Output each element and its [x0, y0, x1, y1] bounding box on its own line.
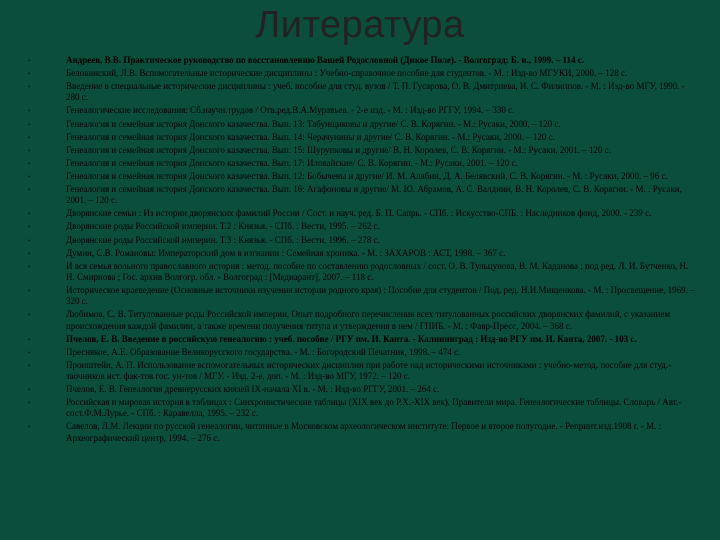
bullet-icon: • — [28, 186, 31, 195]
reference-text: Генеалогия и семейная история Донского казачества. Вып. 14: Черачунины и другие/ С. В. Корягин. - М.: Русаки, 2000. – 120 с. — [66, 131, 555, 142]
reference-text: Дворянские семьи : Из истории дворянских фамилий России / Сост. и науч. ред. Б. П. Сапрь. - СПб. : Искусство-СПБ. : Наследников фонд, 2000. - 239 с. — [66, 208, 652, 219]
bullet-icon: • — [28, 146, 31, 155]
reference-item — [28, 360, 698, 382]
reference-text: Пчелов, Е. В. Генеалогия древнерусских князей IX-начала XI в. - М. : Изд-во РГГУ, 2001. – 264 с. — [66, 384, 440, 395]
reference-text: Беловинский, Л.В. Вспомогательные исторические дисциплины : Учебно-справочное пособие для студентов. - М. : Изд-во МГУКИ, 2000. – 128 с. — [66, 68, 628, 79]
reference-text: Историческое краеведение (Основные источники изучения истории родного края) : Пособие для студентов / Под. ред. Н.И.Мищенкова. - М. : Просвещение, 1969. – 320 с. — [66, 285, 695, 307]
reference-item — [28, 55, 698, 66]
reference-text: Генеалогия и семейная история Донского казачества. Вып. 15: Шурупковы и другие/ В. Н. Королев, С. В. Корягин. - М.: Русаки, 2001. – 120 с. — [66, 144, 612, 155]
reference-text: Савелов, Л.М. Лекции по русской генеалогии, читанные в Московском археологическом институте: Первое и второе полугодие. - Репринт.изд.1908 г. - М. : Археографический центр, 1994. – 276 с. — [66, 421, 662, 443]
reference-text: Пронштейн, А. П. Использование вспомогательных исторических дисциплин при работе над историческими источниками : учебно-метод. пособие для студ.-заочников ист. фак-тов гос. ун-тов / МГУ. - Изд. 2-е, доп. - М. : Изд-во МГУ, 1972. – 120 с. — [66, 359, 672, 381]
reference-item — [28, 309, 698, 331]
reference-item — [28, 285, 698, 307]
reference-item — [28, 171, 698, 182]
bullet-icon: • — [28, 172, 31, 181]
reference-text: Дворянские роды Российской империи. Т.2 : Князья. - СПб. : Вести, 1995. – 262 с. — [66, 221, 380, 232]
bullet-icon: • — [28, 107, 31, 116]
reference-text: Генеалогия и семейная история Донского казачества. Вып. 16: Агафоновы и другие/ М. Ю. Абрамов, А. С. Валдиин, В. Н. Королев, С. В. Корягин. - М. : Русаки, 2001. – 120 с. — [66, 184, 682, 206]
bullet-icon: • — [28, 83, 31, 92]
reference-item — [28, 208, 698, 219]
reference-item — [28, 105, 698, 116]
reference-text: Дворянские роды Российской империи. Т.3 : Князья. - СПб. : Вести, 1996. – 278 с. — [66, 234, 380, 245]
bullet-icon: • — [28, 210, 31, 219]
reference-item — [28, 221, 698, 232]
reference-item — [28, 248, 698, 259]
bullet-icon: • — [28, 262, 31, 271]
reference-list — [28, 55, 698, 446]
reference-text: Пчелов, Е. В. Введение в российскую генеалогию : учеб. пособие / РГУ им. И. Канта. - Калининград : Изд-во РГУ им. И. Канта, 2007. - 103 с. — [66, 333, 637, 344]
reference-text: Генеалогия и семейная история Донского казачества. Вып. 13: Табунщиковы и другие/ С. В. Корягин. - М.: Русаки, 2000. – 120 с. — [66, 118, 561, 129]
reference-item — [28, 397, 698, 419]
bullet-icon: • — [28, 335, 31, 344]
reference-text: Думин, С.В. Романовы: Императорский дом в изгнании : Семейная хроника. - М. : ЗАХАРОВ : АСТ, 1998. – 367 с. — [66, 247, 506, 258]
reference-item — [28, 384, 698, 395]
bullet-icon: • — [28, 361, 31, 370]
bullet-icon: • — [28, 399, 31, 408]
bullet-icon: • — [28, 423, 31, 432]
bullet-icon: • — [28, 159, 31, 168]
reference-item — [28, 347, 698, 358]
bullet-icon: • — [28, 223, 31, 232]
reference-item — [28, 334, 698, 345]
bullet-icon: • — [28, 311, 31, 320]
reference-text: Андреев, В.В. Практическое руководство по восстановлению Вашей Родословной (Дикое Поле). - Волгоград: Б. и., 1999. – 114 с. — [66, 55, 584, 65]
reference-item — [28, 68, 698, 79]
reference-text: Любимов, С. В. Титулованные роды Российской империи. Опыт подробного перечисления всех титулованных российских дворянских фамилий, с указанием происхождения каждой фамилии, а также времени получения титула и утверждения в нем / ГПИБ. - М. : Фавр-Пресс, 2004. – 368 с. — [66, 309, 671, 331]
bullet-icon: • — [28, 133, 31, 142]
reference-item — [28, 421, 698, 443]
bullet-icon: • — [28, 386, 31, 395]
reference-item — [28, 235, 698, 246]
bullet-icon: • — [28, 57, 31, 65]
bullet-icon: • — [28, 348, 31, 357]
reference-text: Генеалогия и семейная история Донского казачества. Вып. 12: Бобычевы и другие/ И. М. Алябин, Д. А. Белявский, С. В. Корягин. - М. : Русаки, 2000. – 96 с. — [66, 170, 668, 181]
reference-text: Генеалогия и семейная история Донского казачества. Вып. 17: Иловайские/ С. В. Корягин. - М.: Русаки, 2001. – 120 с. — [66, 157, 518, 168]
reference-item — [28, 145, 698, 156]
reference-item — [28, 261, 698, 283]
reference-item — [28, 184, 698, 206]
reference-text: Введение в специальные исторические дисциплины : учеб. пособие для студ. вузов / Т. П. Гусарова, О. В. Дмитриева, И. С. Филиппов. - М. : Изд-во МГУ, 1990. - 280 с. — [66, 81, 685, 103]
reference-item — [28, 81, 698, 103]
bullet-icon: • — [28, 236, 31, 245]
bullet-icon: • — [28, 70, 31, 79]
reference-text: Российская и мировая история в таблицах : Синхронистические таблицы (XIX век до Р.Х.-XIX век). Правители мира. Генеалогические таблицы. Словарь / Авт.-сост.Ф.М.Лурье. - СПб. : Каравелла, 1995. – 232 с. — [66, 397, 682, 419]
bullet-icon: • — [28, 120, 31, 129]
reference-item — [28, 119, 698, 130]
bullet-icon: • — [28, 287, 31, 296]
reference-text: Преснякое, А.Е. Образование Великорусского государства. - М. : Богородский Печатник, 1998. – 474 с. — [66, 346, 461, 357]
reference-item — [28, 158, 698, 169]
reference-text: И вся семья вольного православного история : метод. пособие по составлению родословных / сост. О. В. Тульцунова, В. М. Каданова ; под ред. Л. И. Бутченко, Н. Н. Смирнова ; Гос. архив Волгогр. обл. - Волгоград : [Медиарант], 2007. – 118 с. — [66, 260, 689, 282]
reference-item — [28, 132, 698, 143]
bullet-icon: • — [28, 249, 31, 258]
slide-title: Литература — [255, 4, 465, 46]
reference-text: Генеалогические исследования: Сб.научн.трудов / Отв.ред.В.А.Муравьев. - 2-е изд. - М. : Изд-во РГГУ, 1994. – 330 с. — [66, 105, 515, 116]
